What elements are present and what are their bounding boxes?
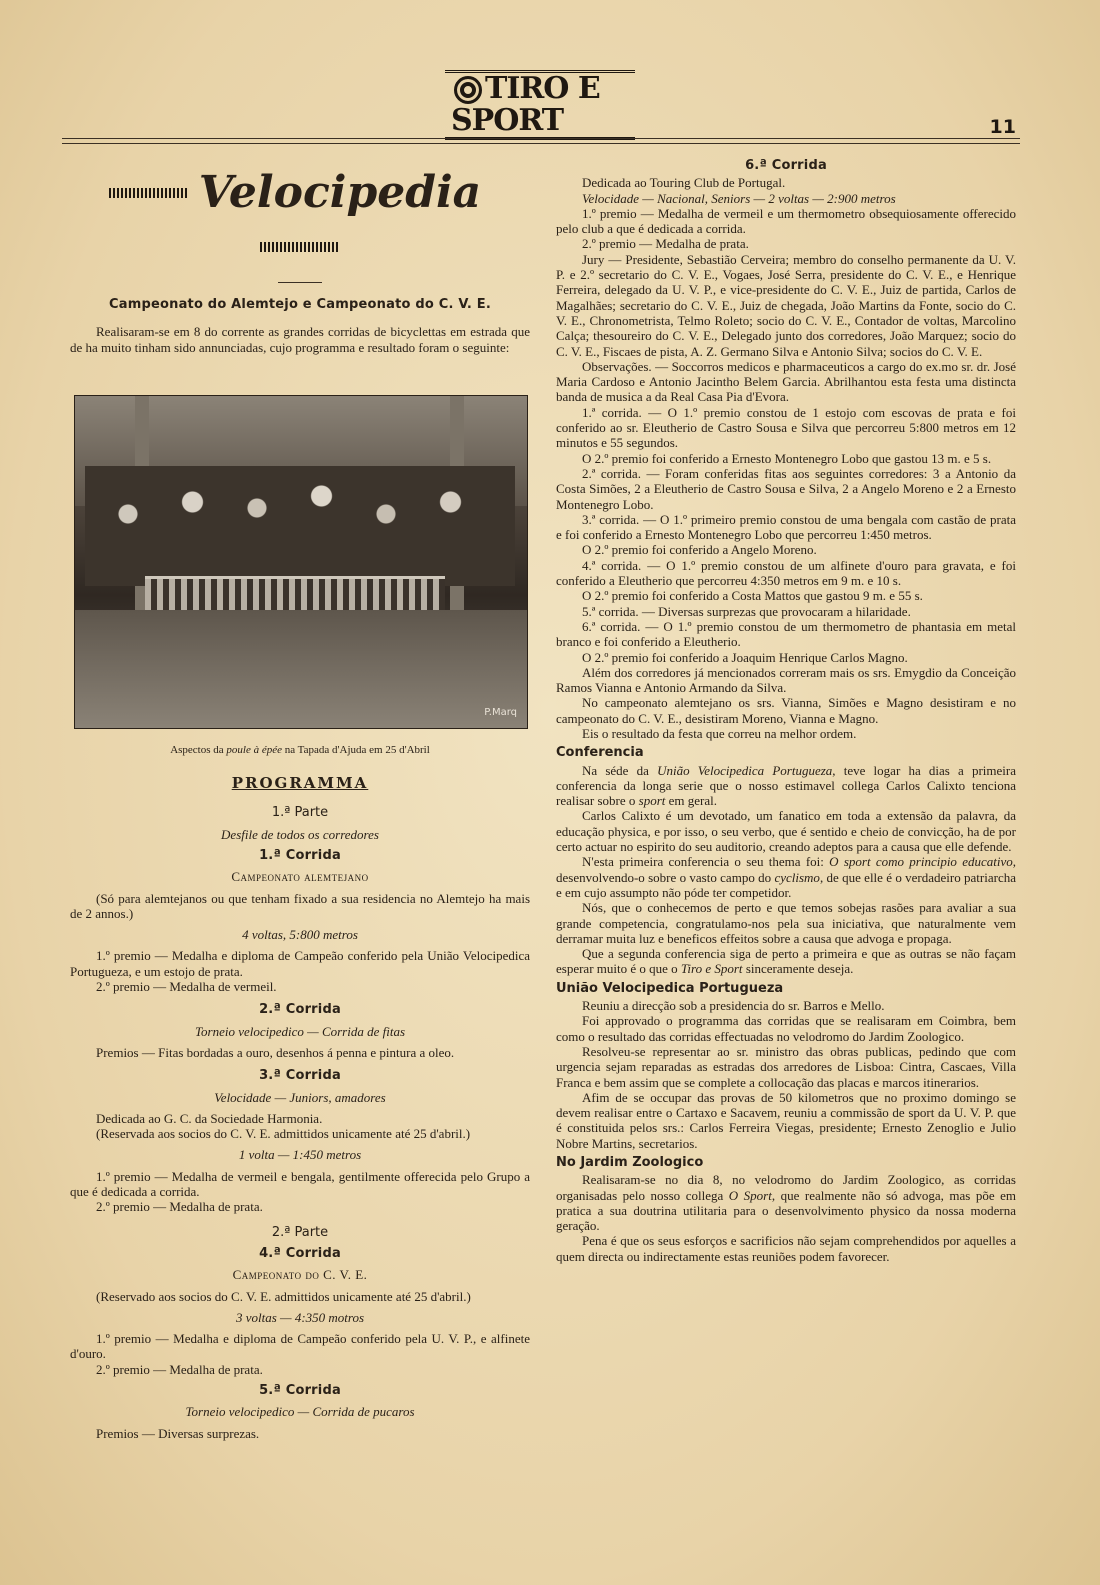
corrida-4-prize-1: 1.º premio — Medalha e diploma de Campeão conferido pela U. V. P., e alfinete d'ouro.	[70, 1331, 530, 1362]
intro-paragraph: Realisaram-se em 8 do corrente as grandes corridas de bicyclettas em estrada que de ha muito tinham sido annunciadas, cujo programma e resultado foram o seguinte:	[70, 324, 530, 355]
corrida-3-prize-1: 1.º premio — Medalha de vermeil e bengala, gentilmente offerecida pelo Grupo a que é dedicada a corrida.	[70, 1168, 530, 1200]
withdrawals: No campeonato alemtejano os srs. Vianna, Simões e Magno desistiram e no campeonato do C. V. E., desistiram Moreno, Vianna e Magno.	[556, 695, 1016, 726]
masthead-logo	[445, 71, 635, 138]
corrida-1-prize-1: 1.º premio — Medalha e diploma de Campeão conferido pela União Velocipedica Portugueza, e um estojo de prata.	[70, 948, 530, 979]
corrida-4-distance: 3 voltas — 4:350 motros	[235, 1309, 365, 1325]
left-column	[70, 156, 530, 1441]
corrida-3-prize-2: 2.º premio — Medalha de prata.	[96, 1199, 263, 1215]
section-title-text: Velocipedia	[198, 166, 482, 218]
result-2: 2.ª corrida. — Foram conferidas fitas aos seguintes corredores: 3 a Antonio da Costa Simões, 2 a Eleutherio de Castro Sousa e Silva, 2 a Angelo Moreno e 2 a Ernesto Montenegro Lobo.	[556, 465, 1016, 512]
desfile: Desfile de todos os corredores	[221, 826, 379, 842]
page-number: 11	[989, 116, 1016, 138]
corrida-3-subtitle: Velocidade — Juniors, amadores	[214, 1089, 386, 1105]
result-4b: O 2.º premio foi conferido a Costa Mattos que gastou 9 m. e 55 s.	[582, 588, 923, 604]
corrida-6-title: 6.ª Corrida	[745, 158, 827, 173]
uvp-heading: União Velocipedica Portugueza	[556, 980, 784, 996]
corrida-4-prize-2: 2.º premio — Medalha de prata.	[96, 1361, 263, 1377]
conferencia-p1: Na séde da União Velocipedica Portugueza, teve logar ha dias a primeira conferencia da longa serie que o nosso estimavel collega Carlos Calixto tenciona realisar sobre o sport em geral.	[556, 762, 1016, 809]
corrida-2-prizes: Premios — Fitas bordadas a ouro, desenhos á penna e pintura a oleo.	[96, 1044, 455, 1060]
corrida-5-prizes: Premios — Diversas surprezas.	[96, 1425, 260, 1441]
target-icon	[454, 76, 482, 104]
result-5: 5.ª corrida. — Diversas surprezas que provocaram a hilaridade.	[582, 603, 911, 619]
jury-paragraph: Jury — Presidente, Sebastião Cerveira; membro do conselho permanente da U. V. P. e 2.º secretario do C. V. E., Vogaes, José Serra, presidente do C. V. E., e Henrique Ferreira, delegado da U. V. P., e vice-presidente do C. V. E., Juiz de partida, Carlos de Magalhães; secretario do C. V. E., Juiz de chegada, João Martins da Fonte, socio do C. V. E., Chronometrista, Telmo Roleto; socio do C. V. E., Contador de voltas, Marcolino Calça; thesoureiro do C. V. E., Delegado junto dos corredores, João Marquez; socio do C. V. E., Fiscaes de pista, A. Z. Germano Silva e Antonio Silva; socios do C. V. E.	[556, 251, 1016, 359]
corrida-3-distance: 1 volta — 1:450 metros	[238, 1147, 362, 1163]
result-3a: 3.ª corrida. — O 1.º primeiro premio constou de uma bengala com castão de prata e foi conferido a Ernesto Montenegro Lobo que percorreu 1:450 metros.	[556, 511, 1016, 543]
photo-caption: Aspectos da poule à épée na Tapada d'Ajuda em 25 d'Abril	[170, 743, 430, 756]
jardim-p1: Realisaram-se no dia 8, no velodromo do Jardim Zoologico, as corridas organisadas pelo nosso collega O Sport, que realmente não só advoga, mas põe em pratica a sua doutrina utilitaria para o desenvolvimento physico da nossa moderna geração.	[556, 1172, 1017, 1234]
uvp-p2: Foi approvado o programma das corridas que se realisaram em Coimbra, bem como o resultado das corridas effectuadas no velodromo do Jardim Zoologico.	[556, 1013, 1016, 1044]
corrida-5-subtitle: Torneio velocipedico — Corrida de pucaros	[185, 1404, 415, 1420]
jardim-p2: Pena é que os seus esforços e sacrificios não sejam comprehendidos por aquelles a quem directa ou indirectamente estas reuniões podem favorecer.	[556, 1233, 1016, 1264]
section-title	[70, 164, 530, 268]
corrida-2-title: 2.ª Corrida	[259, 1002, 341, 1018]
corrida-1-prize-2: 2.º premio — Medalha de vermeil.	[96, 979, 277, 995]
corrida-1-note: (Só para alemtejanos ou que tenham fixado a sua residencia no Alemtejo ha mais de 2 annos.)	[70, 890, 530, 921]
corrida-4-subtitle: Campeonato do C. V. E.	[232, 1267, 368, 1283]
closing-line: Eis o resultado da festa que correu na melhor ordem.	[582, 725, 857, 741]
corrida-3-dedication: Dedicada ao G. C. da Sociedade Harmonia.	[96, 1110, 323, 1126]
parte-2: 2.ª Parte	[271, 1224, 329, 1240]
corrida-4-note: (Reservado aos socios do C. V. E. admittidos unicamente até 25 d'abril.)	[96, 1288, 471, 1304]
parte-1: 1.ª Parte	[271, 805, 329, 821]
corrida-3-title: 3.ª Corrida	[259, 1068, 341, 1084]
masthead-title: TIRO E SPORT	[451, 71, 600, 138]
conferencia-heading: Conferencia	[556, 745, 644, 761]
ornament-left-icon	[109, 188, 189, 198]
corrida-1-title: 1.ª Corrida	[259, 847, 341, 863]
conferencia-p4: Nós, que o conhecemos de perto e que temos sobejas rasões para avaliar a sua grande competencia, congratulamo-nos pela sua iniciativa, que naturalmente vem derramar muita luz e beneficos effeitos sobre a causa que advoga e propaga.	[556, 900, 1016, 946]
result-6a: 6.ª corrida. — O 1.º premio constou de um thermometro de phantasia em metal branco e foi conferido a Eleutherio.	[556, 618, 1016, 650]
right-column	[556, 156, 1016, 1264]
result-1b: O 2.º premio foi conferido a Ernesto Montenegro Lobo que gastou 13 m. e 5 s.	[582, 450, 992, 466]
corrida-2-subtitle: Torneio velocipedico — Corrida de fitas	[194, 1023, 406, 1039]
conferencia-p2: Carlos Calixto é um devotado, um fanatico em toda a extensão da palavra, da educação physica, e por isso, o seu verbo, que é sentido e cheio de convicção, ha de por certo actuar no espirito do seu auditorio, creando adeptos para a causa que elle defende.	[556, 808, 1016, 855]
corrida-4-title: 4.ª Corrida	[259, 1245, 341, 1261]
corrida-3-note: (Reservada aos socios do C. V. E. admittidos unicamente até 25 d'abril.)	[96, 1126, 471, 1142]
conferencia-p5: Que a segunda conferencia siga de perto a primeira e que as outras se não façam esperar muito é o que o Tiro e Sport sinceramente deseja.	[556, 946, 1016, 977]
programma-title: PROGRAMMA	[231, 774, 369, 793]
corrida-6-subtitle: Velocidade — Nacional, Seniors — 2 voltas — 2:900 metros	[582, 190, 896, 206]
header-rule-secondary	[62, 143, 1020, 144]
jardim-heading: No Jardim Zoologico	[556, 1155, 704, 1170]
result-6b: O 2.º premio foi conferido a Joaquim Henrique Carlos Magno.	[582, 649, 908, 665]
article-heading: Campeonato do Alemtejo e Campeonato do C. V. E.	[109, 296, 491, 312]
corrida-6-prize-2: 2.º premio — Medalha de prata.	[582, 236, 749, 252]
corrida-5-title: 5.ª Corrida	[259, 1383, 341, 1398]
result-1a: 1.ª corrida. — O 1.º premio constou de 1 estojo com escovas de prata e foi conferido ao sr. Eleutherio de Castro Sousa e Silva que percorreu 5:800 metros em 12 minutos e 55 segundos.	[556, 404, 1016, 451]
uvp-p1: Reuniu a direcção sob a presidencia do sr. Barros e Mello.	[582, 998, 885, 1014]
title-divider	[278, 282, 322, 283]
corrida-1-subtitle: Campeonato alemtejano	[231, 869, 369, 885]
other-riders: Além dos corredores já mencionados correram mais os srs. Emygdio da Conceição Ramos Vianna e Antonio Armando da Silva.	[556, 664, 1016, 696]
result-3b: O 2.º premio foi conferido a Angelo Moreno.	[582, 542, 817, 558]
header-rule	[62, 138, 1020, 139]
conferencia-p3: N'esta primeira conferencia o seu thema foi: O sport como principio educativo, desenvolvendo-o sobre o vasto campo do cyclismo, de que elle é o verdadeiro patriarcha e em cujo assumpto não póde ter competidor.	[556, 854, 1016, 900]
observacoes-paragraph: Observações. — Soccorros medicos e pharmaceuticos a cargo do ex.mo sr. dr. José Maria Cardoso e Antonio Jacintho Belem Garcia. Abrilhantou esta festa uma distincta banda de musica a da Real Casa Pia d'Evora.	[556, 358, 1016, 405]
uvp-p4: Afim de se occupar das provas de 50 kilometros que no proximo domingo se devem realisar entre o Cartaxo e Sacavem, reuniu a commissão de sport da U. V. P. que é constituida pelos srs.: Carlos Ferreira Viegas, presidente; Ernesto Zenoglio e Julio Nobre Martins, secretarios.	[556, 1089, 1016, 1151]
corrida-1-distance: 4 voltas, 5:800 metros	[242, 927, 358, 943]
event-photo	[74, 395, 528, 729]
uvp-p3: Resolveu-se representar ao sr. ministro das obras publicas, pedindo que com urgencia sejam reparadas as estradas dos arredores de Lisboa: Cintra, Cascaes, Villa Franca e bem assim que se complete a collocação das placas e marcos itinerarios.	[556, 1043, 1016, 1090]
corrida-6-dedication: Dedicada ao Touring Club de Portugal.	[582, 175, 786, 191]
result-4a: 4.ª corrida. — O 1.º premio constou de um alfinete d'ouro para gravata, e foi conferido a Eleutherio que percorreu 4:350 metros em 9 m. e 10 s.	[556, 557, 1016, 589]
ornament-right-icon	[260, 242, 340, 252]
photo-signature: P.Marq	[484, 706, 517, 718]
corrida-6-prize-1: 1.º premio — Medalha de vermeil e um thermometro obsequiosamente offerecido pelo club a que é dedicada a corrida.	[556, 205, 1016, 237]
